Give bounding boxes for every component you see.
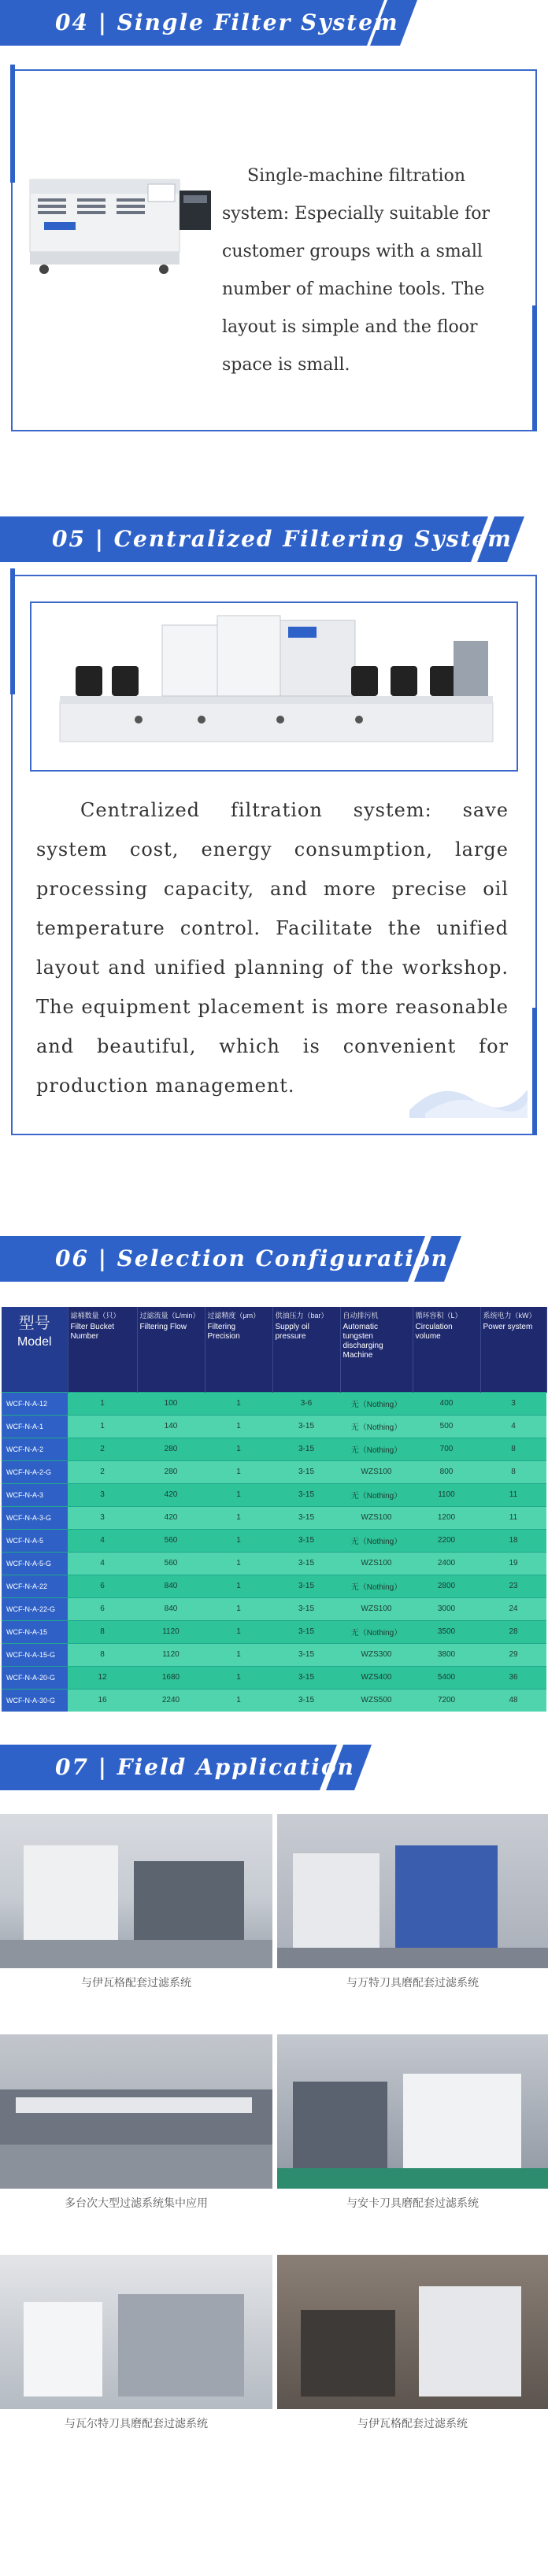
centralized-filter-description: Centralized filtration system: save system cost, energy consumption, large processing capacity, and more precise oil temperature control. Facilitate the unified layout and unified planning of the workshop. The equipment placement is more reasonable and beautiful, which is convenient for production management. xyxy=(36,799,509,1097)
model-cell: WCF-N-A-30-G xyxy=(2,1689,68,1712)
table-cell: 3 xyxy=(68,1483,137,1506)
table-cell: 3-15 xyxy=(272,1483,340,1506)
table-cell: 3-15 xyxy=(272,1620,340,1643)
table-cell: 3-15 xyxy=(272,1575,340,1597)
table-cell: 1 xyxy=(205,1460,272,1483)
table-cell: 3-15 xyxy=(272,1438,340,1460)
table-cell: 1 xyxy=(205,1575,272,1597)
table-row xyxy=(2,1529,546,1552)
table-cell: 140 xyxy=(137,1415,205,1438)
table-row xyxy=(2,1552,546,1575)
table-cell: 8 xyxy=(480,1460,546,1483)
table-cell: 无（Nothing） xyxy=(340,1483,413,1506)
table-cell: 无（Nothing） xyxy=(340,1415,413,1438)
table-cell: 3800 xyxy=(413,1643,480,1666)
table-cell: 4 xyxy=(68,1552,137,1575)
table-row xyxy=(2,1483,546,1506)
table-cell: 3-15 xyxy=(272,1415,340,1438)
table-cell: 560 xyxy=(137,1529,205,1552)
table-cell: 1 xyxy=(205,1689,272,1712)
table-cell: 8 xyxy=(68,1643,137,1666)
table-header-cell: 滤桶数量（只） Filter Bucket Number xyxy=(68,1307,137,1392)
table-cell: 2240 xyxy=(137,1689,205,1712)
table-cell: 无（Nothing） xyxy=(340,1438,413,1460)
section-07-number: 07 xyxy=(55,1754,89,1780)
field-photo-1 xyxy=(0,1814,272,1968)
model-cell: WCF-N-A-22 xyxy=(2,1575,68,1597)
table-cell: 1200 xyxy=(413,1506,480,1529)
table-row xyxy=(2,1620,546,1643)
table-cell: 36 xyxy=(480,1666,546,1689)
model-cell: WCF-N-A-15-G xyxy=(2,1643,68,1666)
table-cell: WZS100 xyxy=(340,1506,413,1529)
table-header-cell: 循环容积（L） Circulation volume xyxy=(413,1307,480,1392)
table-cell: 24 xyxy=(480,1597,546,1620)
table-cell: 840 xyxy=(137,1575,205,1597)
table-row xyxy=(2,1643,546,1666)
table-cell: 100 xyxy=(137,1392,205,1415)
table-row xyxy=(2,1392,546,1415)
section-07-header: 07 | Field Application xyxy=(0,1745,372,1790)
table-cell: 280 xyxy=(137,1460,205,1483)
table-cell: WZS100 xyxy=(340,1597,413,1620)
table-cell: 840 xyxy=(137,1597,205,1620)
table-cell: 3-15 xyxy=(272,1666,340,1689)
table-cell: 1120 xyxy=(137,1643,205,1666)
table-row xyxy=(2,1438,546,1460)
table-cell: 1 xyxy=(205,1415,272,1438)
field-caption-6: 与伊瓦格配套过滤系统 xyxy=(357,2418,468,2430)
table-cell: 1 xyxy=(205,1620,272,1643)
field-photo-4 xyxy=(277,2034,548,2189)
table-cell: 19 xyxy=(480,1552,546,1575)
table-cell: 2 xyxy=(68,1438,137,1460)
table-cell: 1120 xyxy=(137,1620,205,1643)
table-row xyxy=(2,1506,546,1529)
table-cell: 1 xyxy=(68,1415,137,1438)
table-cell: 1 xyxy=(205,1392,272,1415)
selection-table xyxy=(2,1307,547,1712)
model-cell: WCF-N-A-12 xyxy=(2,1392,68,1415)
model-cell: WCF-N-A-2-G xyxy=(2,1460,68,1483)
table-cell: 3 xyxy=(480,1392,546,1415)
table-cell: 无（Nothing） xyxy=(340,1529,413,1552)
table-cell: 560 xyxy=(137,1552,205,1575)
section-06-header: 06 | Selection Configuration xyxy=(0,1236,461,1282)
section-04-title: Single Filter System xyxy=(117,9,399,35)
table-cell: 3-15 xyxy=(272,1597,340,1620)
table-cell: 6 xyxy=(68,1597,137,1620)
table-cell: 3-15 xyxy=(272,1689,340,1712)
table-cell: 3500 xyxy=(413,1620,480,1643)
table-cell: 无（Nothing） xyxy=(340,1392,413,1415)
table-cell: 700 xyxy=(413,1438,480,1460)
table-cell: 11 xyxy=(480,1483,546,1506)
table-cell: 7200 xyxy=(413,1689,480,1712)
table-cell: 8 xyxy=(480,1438,546,1460)
model-cell: WCF-N-A-3-G xyxy=(2,1506,68,1529)
section-05-header: 05 | Centralized Filtering System xyxy=(0,516,524,562)
section-04-header: 04 | Single Filter System xyxy=(0,0,417,46)
table-cell: 23 xyxy=(480,1575,546,1597)
table-cell: 4 xyxy=(68,1529,137,1552)
table-header-cell: 供油压力（bar） Supply oil pressure xyxy=(272,1307,340,1392)
model-cell: WCF-N-A-15 xyxy=(2,1620,68,1643)
table-row xyxy=(2,1666,546,1689)
table-cell: 3-15 xyxy=(272,1643,340,1666)
table-cell: 12 xyxy=(68,1666,137,1689)
table-header-cell: 过滤精度（μm） Filtering Precision xyxy=(205,1307,272,1392)
single-filter-description: Single-machine filtration system: Especially suitable for customer groups with a small number of machine tools. The layout is simple and the floor space is small. xyxy=(222,166,491,375)
table-cell: 1100 xyxy=(413,1483,480,1506)
field-caption-2: 与万特刀具磨配套过滤系统 xyxy=(346,1977,479,1989)
table-cell: WZS100 xyxy=(340,1552,413,1575)
table-cell: 1 xyxy=(205,1666,272,1689)
table-cell: 1 xyxy=(205,1438,272,1460)
table-row xyxy=(2,1415,546,1438)
table-cell: 5400 xyxy=(413,1666,480,1689)
section-07-title: Field Application xyxy=(117,1754,355,1780)
table-cell: 3-15 xyxy=(272,1529,340,1552)
section-06-title: Selection Configuration xyxy=(117,1245,449,1271)
table-row xyxy=(2,1575,546,1597)
table-cell: 1 xyxy=(205,1643,272,1666)
table-row xyxy=(2,1689,546,1712)
selection-table-header xyxy=(2,1307,546,1392)
table-cell: 无（Nothing） xyxy=(340,1620,413,1643)
table-cell: 1 xyxy=(205,1506,272,1529)
table-row xyxy=(2,1460,546,1483)
table-cell: 400 xyxy=(413,1392,480,1415)
table-cell: WZS400 xyxy=(340,1666,413,1689)
table-cell: 1 xyxy=(205,1483,272,1506)
wave-decoration xyxy=(409,1071,528,1118)
table-cell: 3-15 xyxy=(272,1460,340,1483)
section-05-number: 05 xyxy=(52,526,86,552)
table-cell: 2800 xyxy=(413,1575,480,1597)
model-cell: WCF-N-A-20-G xyxy=(2,1666,68,1689)
table-cell: 420 xyxy=(137,1506,205,1529)
model-cell: WCF-N-A-3 xyxy=(2,1483,68,1506)
table-cell: 1 xyxy=(205,1597,272,1620)
table-header-cell: 系统电力（kW） Power system xyxy=(480,1307,546,1392)
table-cell: 3-15 xyxy=(272,1552,340,1575)
table-cell: 1 xyxy=(205,1552,272,1575)
field-caption-3: 多台次大型过滤系统集中应用 xyxy=(65,2197,208,2210)
table-cell: 420 xyxy=(137,1483,205,1506)
table-cell: 500 xyxy=(413,1415,480,1438)
field-photo-3 xyxy=(0,2034,272,2189)
field-caption-4: 与安卡刀具磨配套过滤系统 xyxy=(346,2197,479,2210)
model-cell: WCF-N-A-1 xyxy=(2,1415,68,1438)
table-cell: 28 xyxy=(480,1620,546,1643)
model-cell: WCF-N-A-2 xyxy=(2,1438,68,1460)
field-caption-5: 与瓦尔特刀具磨配套过滤系统 xyxy=(65,2418,208,2430)
single-filter-machine-image xyxy=(22,173,219,276)
table-header-cell: 型号 Model xyxy=(2,1307,68,1392)
table-cell: WZS300 xyxy=(340,1643,413,1666)
field-photo-6 xyxy=(277,2255,548,2409)
table-cell: 1680 xyxy=(137,1666,205,1689)
model-cell: WCF-N-A-5-G xyxy=(2,1552,68,1575)
table-header-cell: 自动排污机 Automatic tungsten discharging Machine xyxy=(340,1307,413,1392)
table-cell: 280 xyxy=(137,1438,205,1460)
model-cell: WCF-N-A-22-G xyxy=(2,1597,68,1620)
table-cell: 4 xyxy=(480,1415,546,1438)
table-cell: 11 xyxy=(480,1506,546,1529)
table-cell: 48 xyxy=(480,1689,546,1712)
table-cell: 2 xyxy=(68,1460,137,1483)
section-05-title: Centralized Filtering System xyxy=(113,526,513,552)
table-cell: 3-15 xyxy=(272,1506,340,1529)
table-cell: 3000 xyxy=(413,1597,480,1620)
table-cell: 2200 xyxy=(413,1529,480,1552)
table-cell: 8 xyxy=(68,1620,137,1643)
table-row xyxy=(2,1597,546,1620)
field-photo-5 xyxy=(0,2255,272,2409)
table-cell: 1 xyxy=(68,1392,137,1415)
table-cell: WZS100 xyxy=(340,1460,413,1483)
table-cell: 16 xyxy=(68,1689,137,1712)
model-cell: WCF-N-A-5 xyxy=(2,1529,68,1552)
table-cell: 800 xyxy=(413,1460,480,1483)
table-cell: 2400 xyxy=(413,1552,480,1575)
field-photo-2 xyxy=(277,1814,548,1968)
table-cell: 1 xyxy=(205,1529,272,1552)
table-cell: 18 xyxy=(480,1529,546,1552)
table-header-cell: 过滤流量（L/min） Filtering Flow xyxy=(137,1307,205,1392)
table-cell: 29 xyxy=(480,1643,546,1666)
table-cell: 3 xyxy=(68,1506,137,1529)
section-04-number: 04 xyxy=(55,9,89,35)
section-06-number: 06 xyxy=(55,1245,89,1271)
table-cell: 3-6 xyxy=(272,1392,340,1415)
table-cell: 无（Nothing） xyxy=(340,1575,413,1597)
field-caption-1: 与伊瓦格配套过滤系统 xyxy=(81,1977,191,1989)
centralized-filter-machine-image xyxy=(44,609,509,759)
table-cell: 6 xyxy=(68,1575,137,1597)
table-cell: WZS500 xyxy=(340,1689,413,1712)
